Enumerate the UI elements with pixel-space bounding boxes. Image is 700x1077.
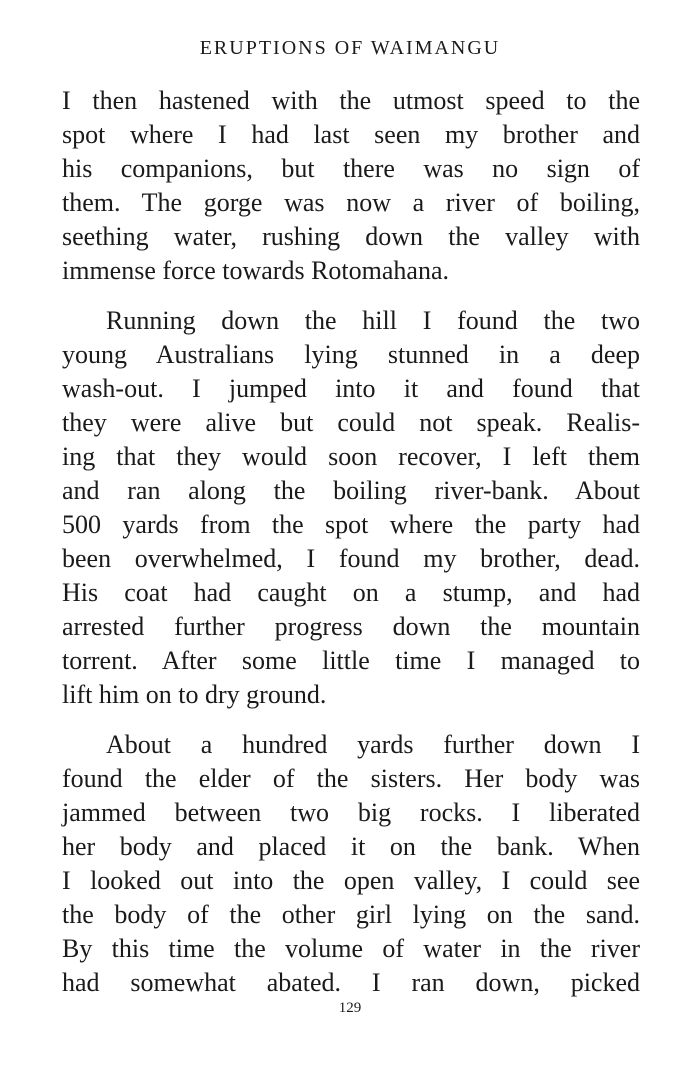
text-line: I then hastened with the utmost speed to the	[62, 86, 640, 115]
page-number: 129	[338, 1000, 362, 1016]
text-line: His coat had caught on a stump, and had	[62, 578, 640, 607]
text-line: torrent. After some little time I managed to	[62, 646, 640, 675]
text-line: his companions, but there was no sign of	[62, 154, 640, 183]
text-line: arrested further progress down the mountain	[62, 612, 640, 641]
text-line: had somewhat abated. I ran down, picked	[62, 968, 640, 997]
text-line: the body of the other girl lying on the sand.	[62, 900, 640, 929]
text-line: By this time the volume of water in the river	[62, 934, 640, 963]
body-text	[62, 84, 640, 1016]
text-line: wash-out. I jumped into it and found that	[62, 374, 640, 403]
paragraph-1	[62, 84, 640, 288]
text-line: been overwhelmed, I found my brother, dead.	[62, 544, 640, 573]
text-line: spot where I had last seen my brother and	[62, 120, 640, 149]
text-line: young Australians lying stunned in a deep	[62, 340, 640, 369]
text-line: Running down the hill I found the two	[106, 306, 640, 335]
text-line: and ran along the boiling river-bank. About	[62, 476, 640, 505]
text-line: they were alive but could not speak. Realis-	[62, 408, 640, 437]
text-line: them. The gorge was now a river of boiling,	[62, 188, 640, 217]
text-line: lift him on to dry ground.	[62, 680, 327, 709]
text-line: jammed between two big rocks. I liberated	[62, 798, 640, 827]
paragraph-3	[62, 728, 640, 1000]
text-line: found the elder of the sisters. Her body was	[62, 764, 640, 793]
running-head: ERUPTIONS OF WAIMANGU	[199, 37, 501, 59]
text-line: seething water, rushing down the valley with	[62, 222, 640, 251]
paragraph-2	[62, 304, 640, 712]
text-line: ing that they would soon recover, I left them	[62, 442, 640, 471]
text-line: 500 yards from the spot where the party had	[62, 510, 640, 539]
text-line: About a hundred yards further down I	[106, 730, 640, 759]
text-line: I looked out into the open valley, I could see	[62, 866, 640, 895]
text-line: immense force towards Rotomahana.	[62, 256, 449, 285]
text-line: her body and placed it on the bank. When	[62, 832, 640, 861]
